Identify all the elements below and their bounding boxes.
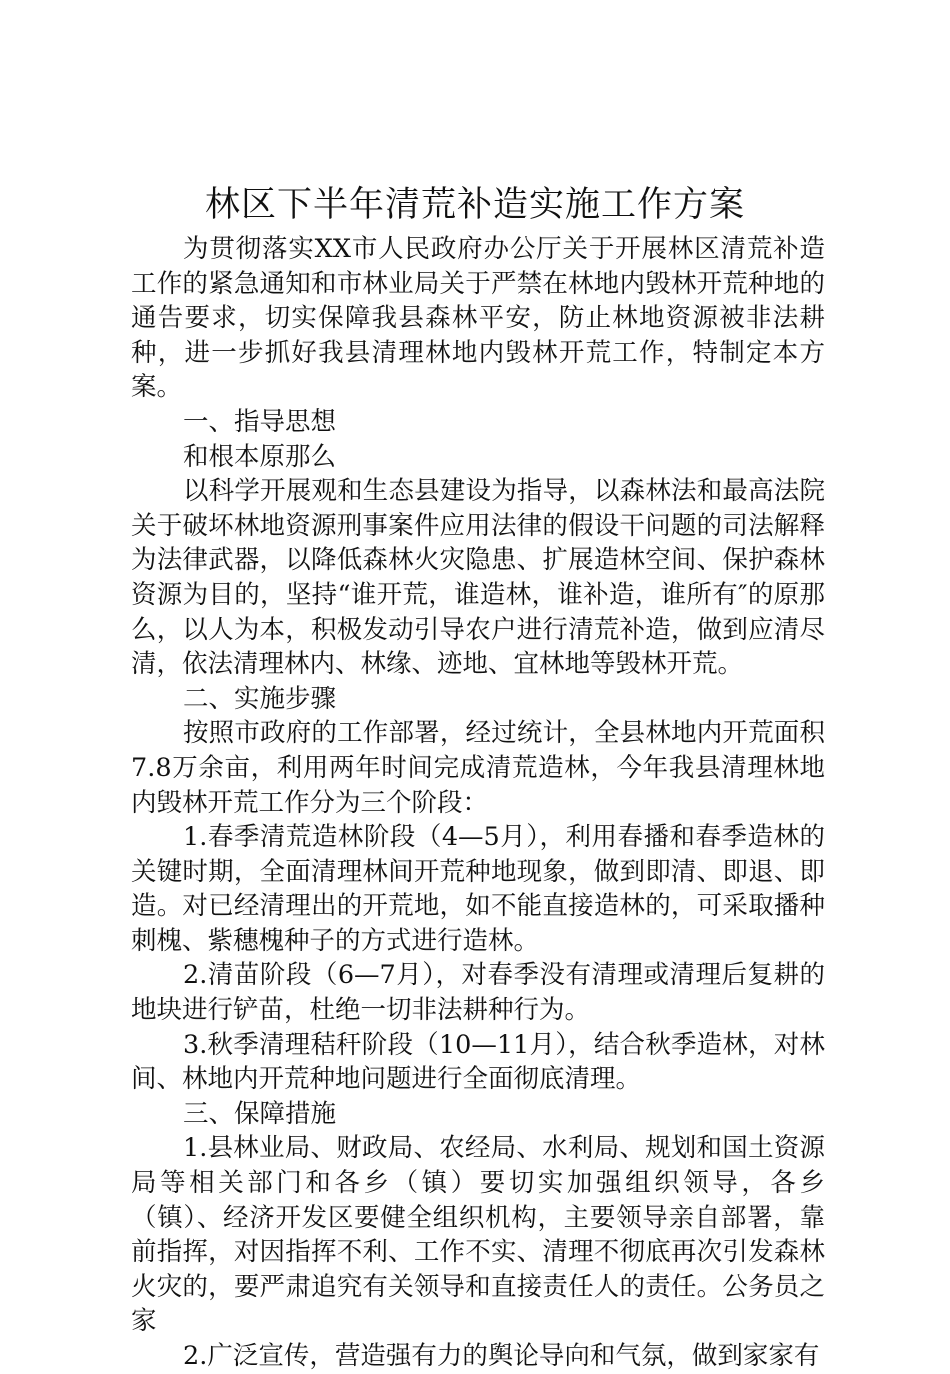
- section-heading-guiding-ideology: 一、指导思想: [183, 406, 337, 437]
- section-heading-safeguard-measures: 三、保障措施: [183, 1098, 337, 1129]
- measure-2-paragraph: 2.广泛宣传，营造强有力的舆论导向和气氛，做到家家有: [183, 1341, 820, 1371]
- measure-1-paragraph: 1.县林业局、财政局、农经局、水利局、规划和国土资源局等相关部门和各乡（镇）要切实加强组织领导，各乡（镇）、经济开发区要健全组织机构，主要领导亲自部署，靠前指挥，对因指挥不利、工作不实、清理不彻底再次引发森林火灾的，要严肃追究有关领导和直接责任人的责任。公务员之家: [131, 1133, 825, 1337]
- guiding-paragraph: 以科学开展观和生态县建设为指导，以森林法和最高法院关于破坏林地资源刑事案件应用法律的假设干问题的司法解释为法律武器，以降低森林火灾隐患、扩展造林空间、保护森林资源为目的，坚持“谁开荒，谁造林，谁补造，谁所有″的原那么，以人为本，积极发动引导农户进行清荒补造，做到应清尽清，依法清理林内、林缘、迹地、宜林地等毁林开荒。: [131, 476, 825, 680]
- step-1-paragraph: 1.春季清荒造林阶段（4—5月），利用春播和春季造林的关键时期，全面清理林间开荒种地现象，做到即清、即退、即造。对已经清理出的开荒地，如不能直接造林的，可采取播种刺槐、紫穗槐种子的方式进行造林。: [131, 822, 825, 956]
- section-heading-implementation-steps: 二、实施步骤: [183, 683, 337, 714]
- document-title: 林区下半年清荒补造实施工作方案: [204, 185, 745, 225]
- section-heading-principles: 和根本原那么: [183, 441, 337, 472]
- step-2-paragraph: 2.清苗阶段（6—7月），对春季没有清理或清理后复耕的地块进行铲苗，杜绝一切非法耕种行为。: [131, 960, 825, 1026]
- steps-paragraph: 按照市政府的工作部署，经过统计，全县林地内开荒面积7.8万余亩，利用两年时间完成清荒造林，今年我县清理林地内毁林开荒工作分为三个阶段：: [131, 718, 825, 818]
- step-3-paragraph: 3.秋季清理秸秆阶段（10—11月），结合秋季造林，对林间、林地内开荒种地问题进行全面彻底清理。: [131, 1029, 825, 1095]
- intro-paragraph: 为贯彻落实XX市人民政府办公厅关于开展林区清荒补造工作的紧急通知和市林业局关于严禁在林地内毁林开荒种地的通告要求，切实保障我县森林平安，防止林地资源被非法耕种，进一步抓好我县清理林地内毁林开荒工作，特制定本方案。: [131, 234, 825, 403]
- document-body: [131, 232, 825, 1374]
